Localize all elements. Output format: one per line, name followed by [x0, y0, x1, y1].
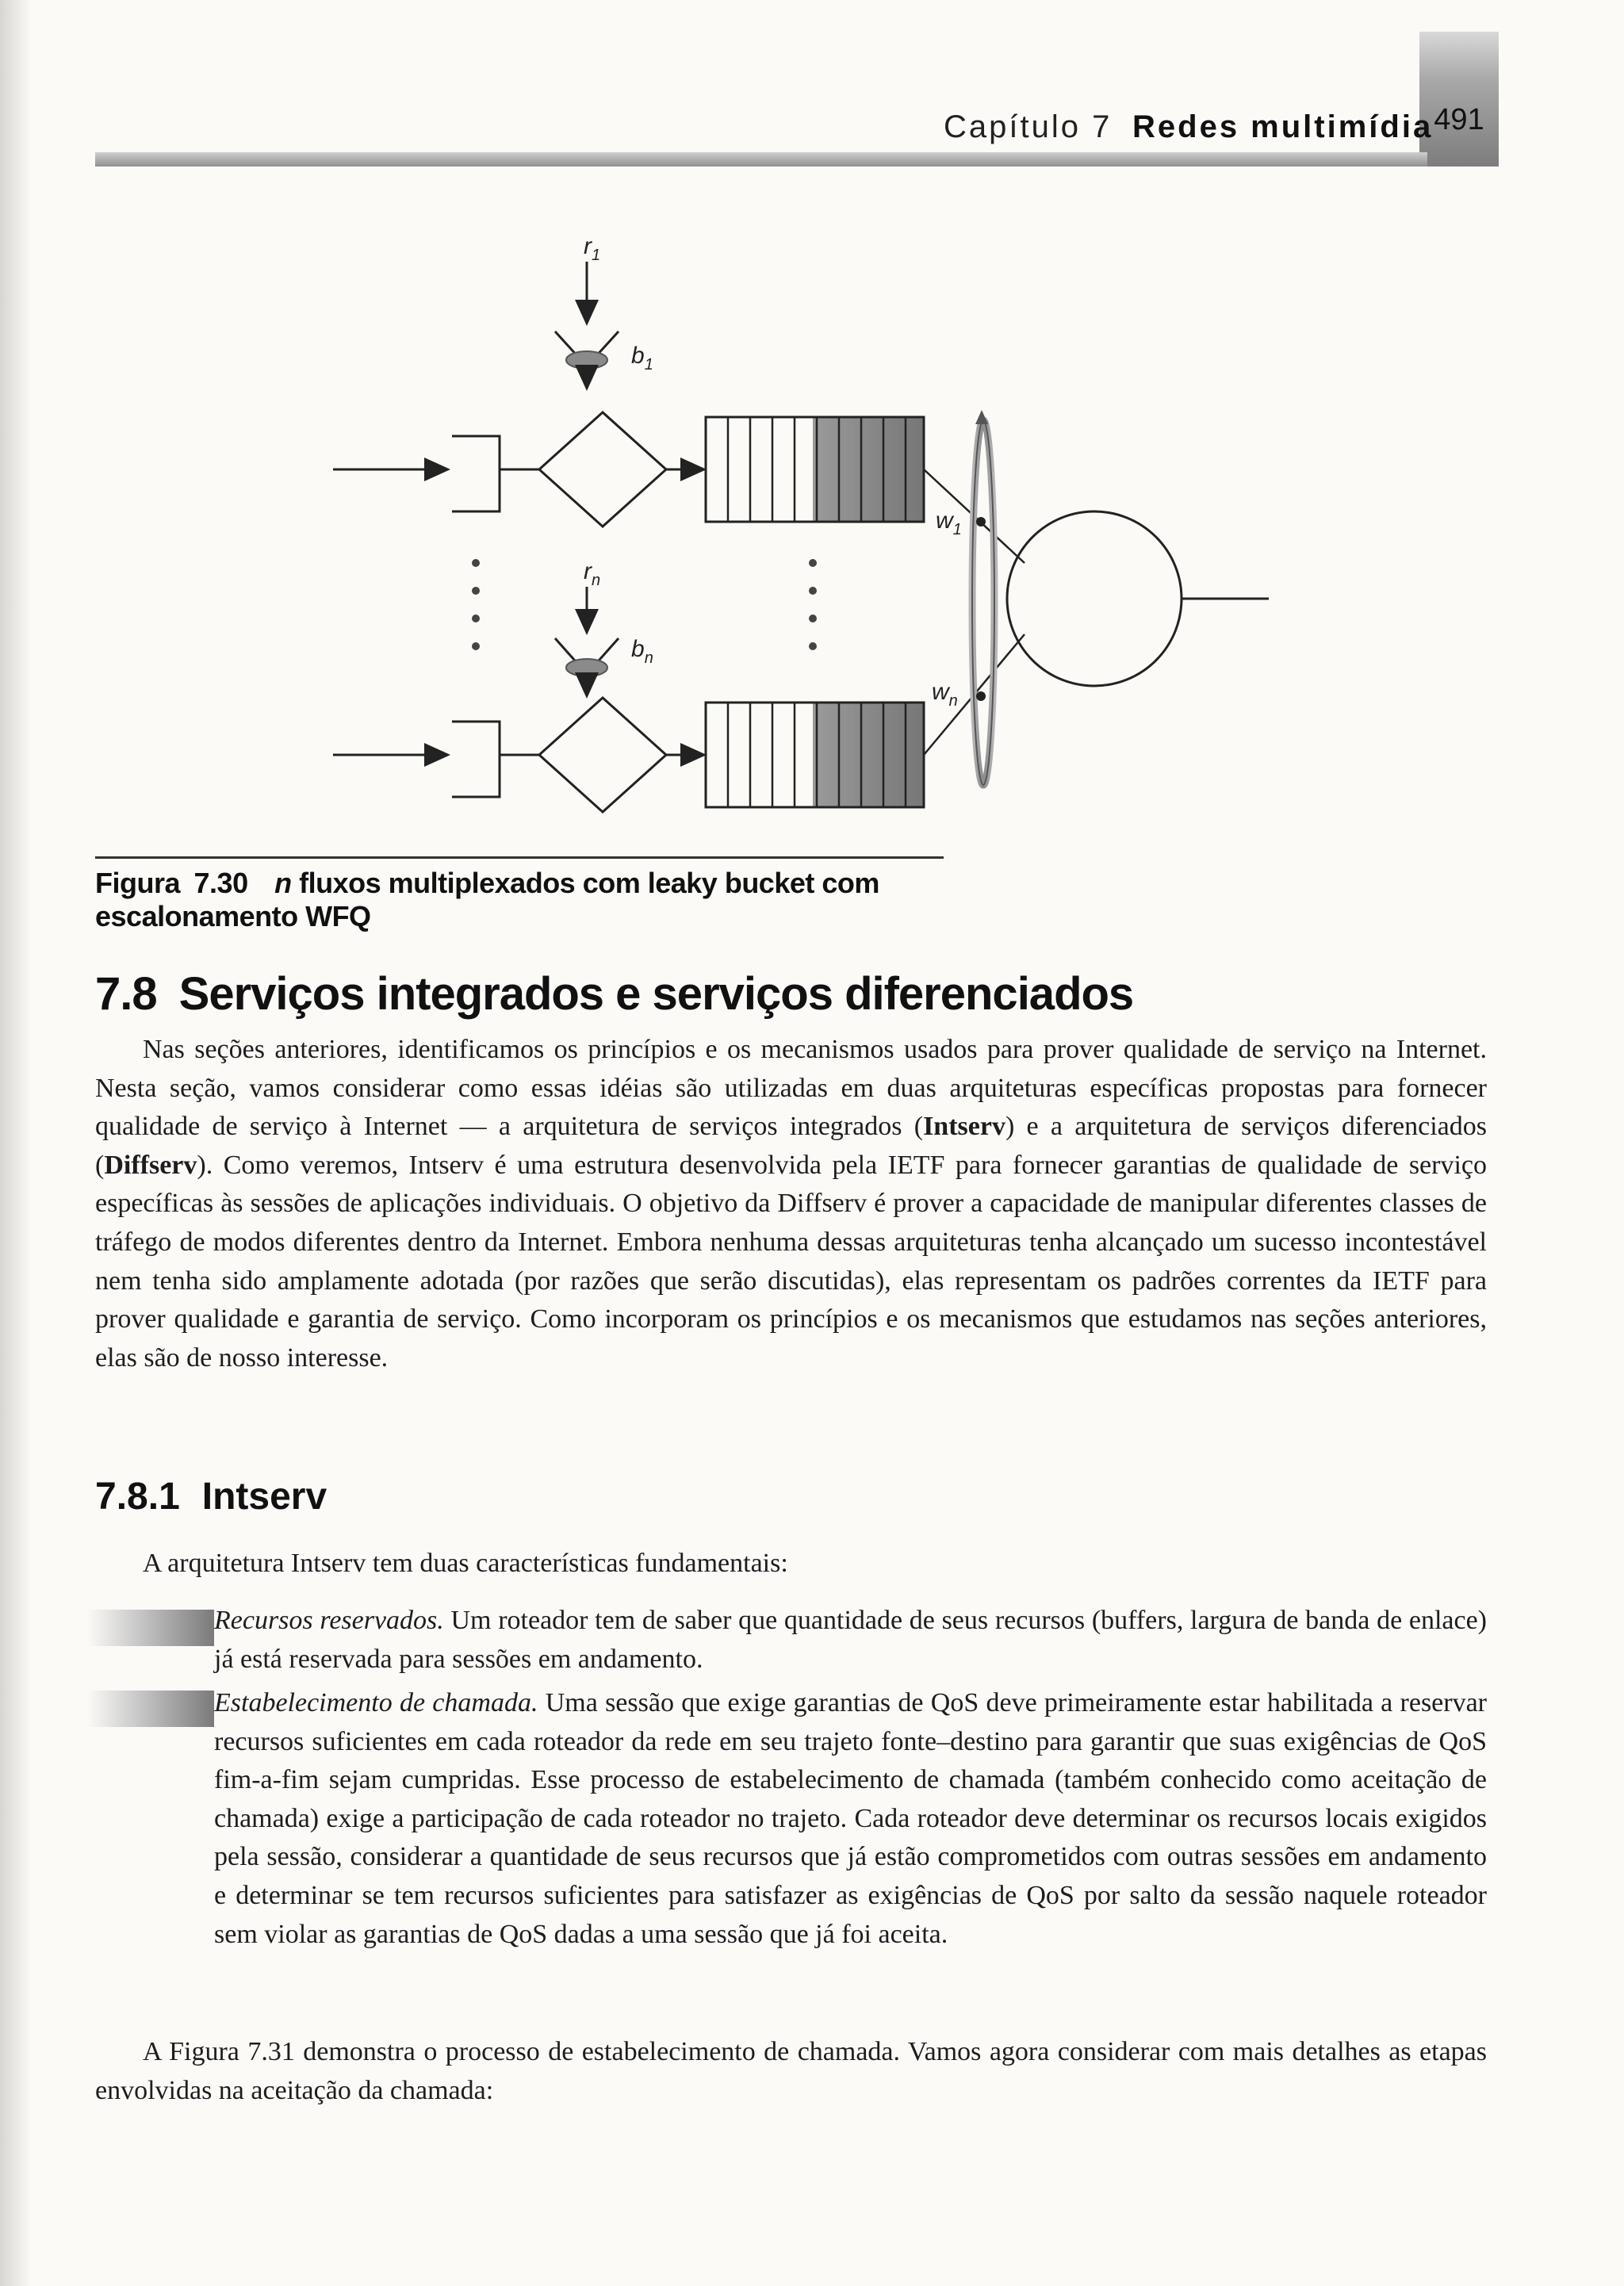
closing-paragraph: A Figura 7.31 demonstra o processo de estabelecimento de chamada. Vamos agora considerar com mais detalhes as etapas envolvidas na aceitação da chamada:: [95, 2037, 1487, 2105]
section-paragraph-part2: ) e a arquitetura de serviços diferenciados (: [95, 1112, 1487, 1180]
diffserv-term: Diffserv: [104, 1150, 197, 1180]
r1-label: $r_1$: [584, 233, 601, 264]
page-number-tab: [1419, 32, 1499, 167]
subsection-heading: [95, 1475, 327, 1518]
page-header: [0, 0, 1624, 174]
figure-caption-label: Figura: [95, 867, 181, 899]
section-title: Serviços integrados e serviços diferenciados: [178, 968, 1134, 1020]
section-paragraph: [95, 1031, 1487, 1377]
token-pool-1: [566, 351, 607, 369]
b1-label: $b_1$: [631, 343, 653, 373]
wfq-leaky-bucket-figure: [0, 222, 1624, 840]
scheduler-rotation-arrow-icon: [975, 410, 988, 424]
output-link-server: [1007, 511, 1182, 686]
bullet-term: Recursos reservados.: [214, 1606, 444, 1635]
bullet-marker: [87, 1691, 214, 1727]
bn-label: $b_n$: [631, 636, 653, 667]
page-number: 491: [1434, 103, 1484, 136]
queue-filled-1: [813, 417, 924, 522]
subsection-intro: A arquitetura Intserv tem duas características fundamentais:: [143, 1549, 788, 1578]
bullet-marker: [87, 1610, 214, 1646]
chapter-title: Redes multimídia: [1132, 109, 1434, 144]
token-pool-n: [566, 659, 607, 676]
flow-1: [333, 233, 1025, 563]
header-rule: [95, 152, 1427, 167]
ellipsis-left: [472, 559, 480, 650]
figure-caption-number: 7.30: [193, 867, 248, 899]
section-paragraph-part3: ). Como veremos, Intserv é uma estrutura desenvolvida pela IETF para fornecer garantias de qualidade de serviço específicas às sessões de aplicações individuais. O objetivo da Diffserv é prover a capacidade de manipular diferentes classes de tráfego de modos diferentes dentro da Internet. Embora nenhuma dessas arquiteturas tenha alcançado um sucesso incontestável nem tenha sido amplamente adotada (por razões que serão discutidas), elas representam os padrões correntes da IETF para prover qualidade e garantia de serviço. Como incorporam os princípios e os mecanismos que estudamos nas seções anteriores, elas são de nosso interesse.: [95, 1150, 1487, 1373]
wn-label: $w_n$: [932, 679, 958, 710]
section-heading: [95, 967, 1133, 1020]
input-buffer-1: [452, 436, 500, 511]
figure-caption-text: fluxos multiplexados com leaky bucket com escalonamento WFQ: [95, 867, 879, 932]
section-number: 7.8: [95, 968, 157, 1020]
bullet-text: Um roteador tem de saber que quantidade de seus recursos (buffers, largura de banda de enlace) já está reservada para sessões em andamento.: [214, 1606, 1487, 1674]
leaky-bucket-gate-n: [539, 698, 666, 812]
bullet-text: Uma sessão que exige garantias de QoS deve primeiramente estar habilitada a reservar recursos suficientes em cada roteador da rede em seu trajeto fonte–destino para garantir que suas exigências de QoS fim-a-fim sejam cumpridas. Esse processo de estabelecimento de chamada (também conhecido como aceitação de chamada) exige a participação de cada roteador no trajeto. Cada roteador deve determinar os recursos locais exigidos pela sessão, considerar a quantidade de seus recursos que já estão comprometidos com outras sessões em andamento e determinar se tem recursos suficientes para satisfazer as exigências de QoS por salto da sessão naquele roteador sem violar as garantias de QoS dadas a uma sessão que já foi aceita.: [214, 1688, 1488, 1949]
chapter-label: Capítulo 7: [944, 109, 1113, 144]
ellipsis-right: [809, 559, 817, 650]
w1-pointer: [976, 517, 986, 527]
figure-caption: [95, 856, 944, 933]
intserv-term: Intserv: [923, 1112, 1005, 1142]
queue-filled-n: [813, 703, 924, 807]
w1-label: $w_1$: [936, 507, 962, 538]
bullet-term: Estabelecimento de chamada.: [214, 1688, 538, 1717]
section-paragraph-part1: Nas seções anteriores, identificamos os princípios e os mecanismos usados para prover qualidade de serviço na Internet. Nesta seção, vamos considerar como essas idéias são utilizadas em duas arquiteturas específicas propostas para fornecer qualidade de serviço à Internet — a arquitetura de serviços integrados (: [95, 1035, 1487, 1142]
input-buffer-n: [452, 722, 500, 797]
bullet-call-setup: [214, 1684, 1487, 1954]
leaky-bucket-gate-1: [539, 412, 666, 527]
flow-n: [333, 558, 1025, 812]
bullet-reserved-resources: [214, 1602, 1487, 1679]
subsection-number: 7.8.1: [95, 1476, 180, 1518]
rn-label: $r_n$: [584, 558, 601, 589]
figure-caption-n: n: [274, 867, 292, 899]
subsection-title: Intserv: [201, 1476, 327, 1518]
wn-pointer: [976, 691, 986, 701]
